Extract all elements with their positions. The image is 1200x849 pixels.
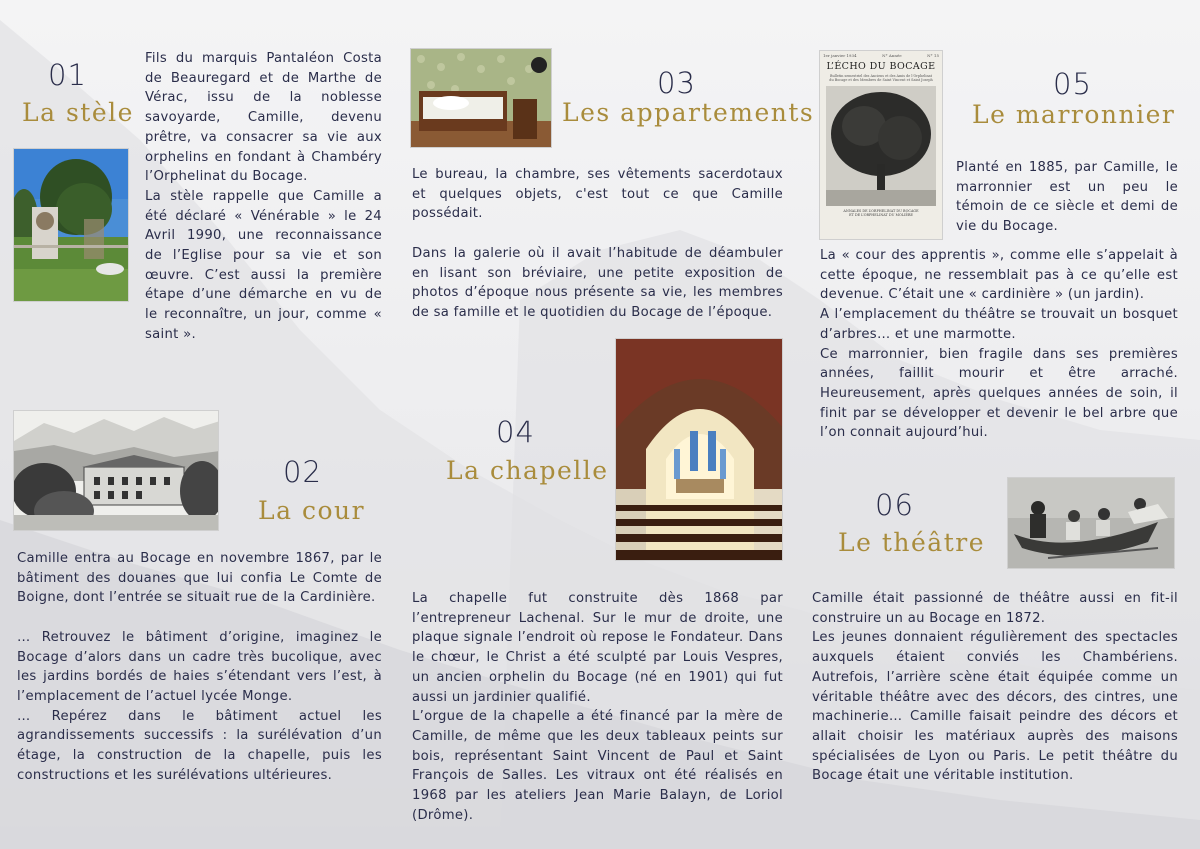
section-number: 01 — [48, 58, 87, 92]
section-text — [145, 49, 382, 345]
section-number: 02 — [283, 455, 322, 489]
section-text — [412, 589, 783, 825]
journal-date: 1er janvier 1934 — [823, 53, 857, 58]
journal-cover — [819, 50, 943, 240]
paragraph: A l’emplacement du théâtre se trouvait un bosquet d’arbres… et une marmotte. — [820, 307, 1178, 342]
paragraph: Dans la galerie où il avait l’habitude de déambuler en lisant son bréviaire, une petite exposition de photos d’époque nous présente sa vie, les membres de sa famille et le quotidien du Bocage de l’époque. — [412, 245, 783, 320]
section-title: La cour — [258, 496, 366, 525]
journal-masthead: L’ÉCHO DU BOCAGE — [826, 61, 936, 72]
journal-subtitle: du Bocage et des Membres de Saint Vincent et Saint Joseph — [829, 78, 933, 83]
paragraph: Camille était passionné de théâtre aussi en fit-il construire un au Bocage en 1872. — [812, 591, 1178, 626]
section-text — [412, 165, 783, 323]
journal-subtitle: Bulletin semestriel des Anciens et des Amis de l’Orphelinat — [829, 74, 933, 78]
section-title: Le théâtre — [838, 528, 985, 557]
journal-issue: N° 15 — [927, 53, 939, 58]
paragraph: Fils du marquis Pantaléon Costa de Beauregard et de Marthe de Vérac, issu de la noblesse savoyarde, Camille, devenu prêtre, va consacrer sa vie aux orphelins en fondant à Chambéry l’Orphelinat du Bocage. — [145, 51, 382, 185]
section-title: Le marronnier — [972, 100, 1176, 129]
journal-year: N° Année — [882, 53, 902, 58]
section-text — [820, 246, 1178, 443]
paragraph: Le bureau, la chambre, ses vêtements sacerdotaux et quelques objets, c'est tout ce que Camille possédait. — [412, 167, 783, 222]
journal-footer: ANNALES DE L’ORPHELINAT DU BOCAGE — [843, 208, 919, 213]
paragraph: La stèle rappelle que Camille a été déclaré « Vénérable » le 24 Avril 1990, une reconnaissance de l’Eglise pour sa vie et son œuvre. C’est aussi la première étape d’une démarche en vu de le reconnaître, un jour, comme « saint ». — [145, 188, 382, 342]
paragraph: Ce marronnier, bien fragile dans ses premières années, faillit mourir et être arraché. Heureusement, après quelques années de soin, il finit par se développer et devenir le bel arbre que l’on connait aujourd’hui. — [820, 346, 1178, 441]
paragraph: … Repérez dans le bâtiment actuel les agrandissements successifs : la surélévation d’un étage, la construction de la chapelle, puis les constructions et les surélévations ultérieures. — [17, 708, 382, 783]
chestnut-tree-illustration — [826, 86, 936, 206]
section-title: La chapelle — [446, 456, 609, 485]
section-number: 05 — [1053, 67, 1092, 101]
bedroom-photo — [410, 48, 552, 148]
chapel-interior-photo — [615, 338, 783, 561]
section-number: 04 — [496, 415, 535, 449]
section-text — [17, 549, 382, 785]
section-title: La stèle — [22, 98, 134, 127]
section-intro: Planté en 1885, par Camille, le marronnier est un peu le témoin de ce siècle et demi de vie du Bocage. — [956, 160, 1178, 235]
theatre-photo — [1007, 477, 1175, 569]
paragraph-spacer — [412, 224, 783, 244]
paragraph: Les jeunes donnaient régulièrement des spectacles auxquels étaient conviés les Chambériens. Autrefois, l’arrière scène était équipée comme un véritable théâtre avec des décors, des cintres, une machinerie… Camille faisait peindre des décors et allait choisir les matériaux auprès des maisons spécialisées de Lyon ou Paris. Le petit théâtre du Bocage était une véritable institution. — [812, 630, 1178, 784]
paragraph: La chapelle fut construite dès 1868 par l’entrepreneur Lachenal. Sur le mur de droite, une plaque signale l’endroit où repose le Fondateur. Dans le chœur, le Christ a été sculpté par Louis Vespres, un ancien orphelin du Bocage (né en 1901) qui fut aussi un jardinier qualifié. — [412, 591, 783, 705]
paragraph: Camille entra au Bocage en novembre 1867, par le bâtiment des douanes que lui confia Le Comte de Boigne, dont l’entrée se situait rue de la Cardinière. — [17, 551, 382, 606]
journal-footer: ET DE L’ORPHELINAT DU MOLIÈRE — [849, 213, 913, 218]
paragraph: L’orgue de la chapelle a été financé par la mère de Camille, de même que les deux tableaux peints sur bois, représentant Saint Vincent de Paul et Saint François de Salles. Les vitraux ont été réalisés en 1968 par les ateliers Jean Marie Balayn, de Loriol (Drôme). — [412, 709, 783, 823]
paragraph-spacer — [17, 608, 382, 628]
cour-engraving — [13, 410, 219, 531]
paragraph: … Retrouvez le bâtiment d’origine, imaginez le Bocage d’alors dans un cadre très bucolique, avec les jardins bordés de haies s’étendant vers l’est, à l’emplacement de l’actuel lycée Monge. — [17, 629, 382, 704]
section-title: Les appartements — [562, 98, 815, 127]
paragraph: La « cour des apprentis », comme elle s’appelait à cette époque, ne ressemblait pas à ce qu’elle est devenue. C’était une « cardinière » (un jardin). — [820, 248, 1178, 303]
section-number: 03 — [657, 66, 696, 100]
section-text — [812, 589, 1178, 786]
section-number: 06 — [875, 488, 914, 522]
stele-photo — [13, 148, 129, 302]
